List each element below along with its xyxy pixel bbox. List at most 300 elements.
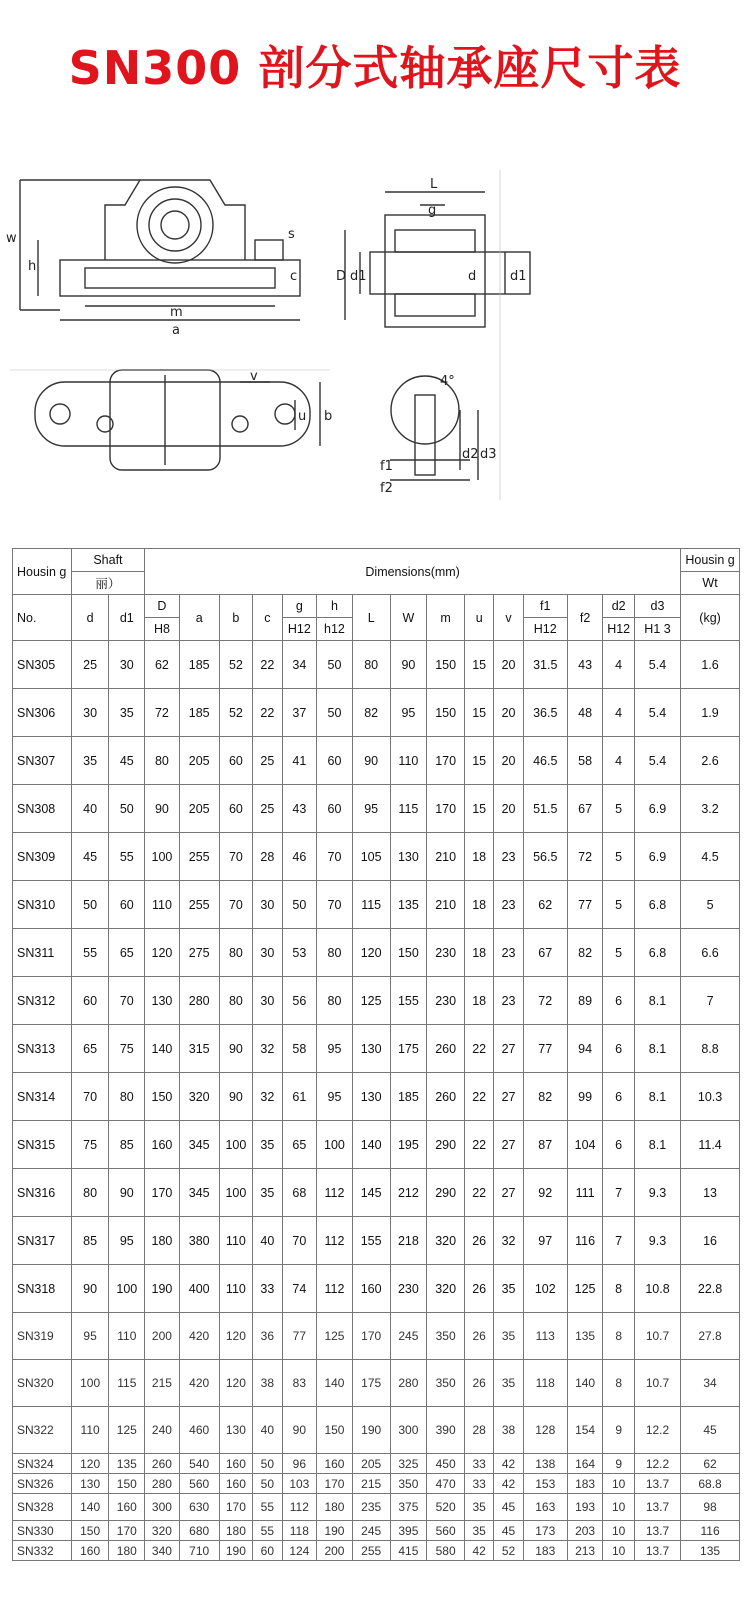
row-value-cell: 27 — [494, 1169, 523, 1217]
row-value-cell: 6.8 — [634, 929, 680, 977]
table-body-upper — [13, 641, 740, 1313]
row-value-cell: 350 — [390, 1474, 427, 1494]
g-tol-header: H12 — [282, 618, 317, 641]
table-row — [13, 641, 740, 689]
shaft-header: Shaft — [71, 549, 144, 572]
row-value-cell: 55 — [109, 833, 145, 881]
row-value-cell: 415 — [390, 1541, 427, 1561]
row-value-cell: 50 — [317, 689, 353, 737]
row-value-cell: 50 — [253, 1454, 282, 1474]
row-value-cell: 56.5 — [523, 833, 567, 881]
row-value-cell: 40 — [253, 1407, 282, 1454]
row-value-cell: 30 — [109, 641, 145, 689]
row-value-cell: 10.7 — [634, 1360, 680, 1407]
row-value-cell: 205 — [179, 785, 219, 833]
row-value-cell: 40 — [71, 785, 109, 833]
row-value-cell: 80 — [219, 977, 253, 1025]
row-value-cell: 43 — [567, 641, 603, 689]
row-value-cell: 41 — [282, 737, 317, 785]
row-value-cell: 90 — [71, 1265, 109, 1313]
row-value-cell: 138 — [523, 1454, 567, 1474]
wt-header: Wt — [681, 572, 740, 595]
row-value-cell: 245 — [390, 1313, 427, 1360]
row-value-cell: 22 — [465, 1121, 494, 1169]
row-value-cell: 10 — [603, 1474, 634, 1494]
row-value-cell: 280 — [179, 977, 219, 1025]
row-value-cell: 120 — [71, 1454, 109, 1474]
table-row — [13, 1025, 740, 1073]
row-value-cell: 125 — [352, 977, 390, 1025]
row-value-cell: 124 — [282, 1541, 317, 1561]
row-value-cell: 95 — [317, 1025, 353, 1073]
row-value-cell: 160 — [219, 1454, 253, 1474]
row-value-cell: 8.1 — [634, 1025, 680, 1073]
row-value-cell: 180 — [317, 1494, 353, 1521]
row-value-cell: 183 — [567, 1474, 603, 1494]
row-value-cell: 140 — [352, 1121, 390, 1169]
row-value-cell: 105 — [352, 833, 390, 881]
row-value-cell: 100 — [71, 1360, 109, 1407]
row-value-cell: 150 — [71, 1521, 109, 1541]
row-value-cell: 175 — [390, 1025, 427, 1073]
row-value-cell: 113 — [523, 1313, 567, 1360]
row-value-cell: 116 — [567, 1217, 603, 1265]
row-value-cell: 10 — [603, 1494, 634, 1521]
row-value-cell: 72 — [567, 833, 603, 881]
row-value-cell: 300 — [145, 1494, 180, 1521]
row-value-cell: 185 — [179, 689, 219, 737]
row-value-cell: 3.2 — [681, 785, 740, 833]
row-value-cell: 180 — [219, 1521, 253, 1541]
row-value-cell: 7 — [603, 1169, 634, 1217]
row-value-cell: 460 — [179, 1407, 219, 1454]
row-value-cell: 30 — [253, 929, 282, 977]
row-value-cell: 15 — [465, 689, 494, 737]
row-value-cell: 74 — [282, 1265, 317, 1313]
row-value-cell: 190 — [352, 1407, 390, 1454]
row-value-cell: 26 — [465, 1265, 494, 1313]
row-value-cell: 50 — [71, 881, 109, 929]
row-value-cell: 13.7 — [634, 1494, 680, 1521]
row-value-cell: 6.9 — [634, 833, 680, 881]
row-value-cell: 70 — [219, 881, 253, 929]
row-value-cell: 20 — [494, 737, 523, 785]
row-value-cell: 160 — [71, 1541, 109, 1561]
row-value-cell: 33 — [465, 1454, 494, 1474]
row-value-cell: 395 — [390, 1521, 427, 1541]
row-value-cell: 125 — [567, 1265, 603, 1313]
row-value-cell: 40 — [253, 1217, 282, 1265]
row-value-cell: 20 — [494, 641, 523, 689]
table-row — [13, 1217, 740, 1265]
svg-text:a: a — [172, 323, 180, 338]
row-value-cell: 80 — [109, 1073, 145, 1121]
row-value-cell: 5.4 — [634, 641, 680, 689]
row-value-cell: 97 — [523, 1217, 567, 1265]
row-value-cell: 130 — [352, 1073, 390, 1121]
row-value-cell: 34 — [681, 1360, 740, 1407]
row-value-cell: 50 — [253, 1474, 282, 1494]
row-value-cell: 80 — [71, 1169, 109, 1217]
bearing-housing-drawing — [0, 170, 750, 530]
row-value-cell: 9.3 — [634, 1169, 680, 1217]
row-value-cell: 230 — [427, 929, 465, 977]
row-model-cell: SN307 — [13, 737, 72, 785]
housing-header: Housin g — [13, 549, 72, 595]
row-value-cell: 85 — [71, 1217, 109, 1265]
row-value-cell: 62 — [523, 881, 567, 929]
row-value-cell: 50 — [282, 881, 317, 929]
svg-text:4°: 4° — [440, 374, 455, 389]
row-value-cell: 50 — [317, 641, 353, 689]
row-value-cell: 36.5 — [523, 689, 567, 737]
row-value-cell: 245 — [352, 1521, 390, 1541]
row-value-cell: 215 — [145, 1360, 180, 1407]
row-value-cell: 470 — [427, 1474, 465, 1494]
row-model-cell: SN315 — [13, 1121, 72, 1169]
row-value-cell: 320 — [145, 1521, 180, 1541]
row-model-cell: SN309 — [13, 833, 72, 881]
row-value-cell: 28 — [465, 1407, 494, 1454]
table-row — [13, 929, 740, 977]
row-value-cell: 104 — [567, 1121, 603, 1169]
row-value-cell: 7 — [681, 977, 740, 1025]
table-row — [13, 1313, 740, 1360]
table-body-lower — [13, 1313, 740, 1561]
row-value-cell: 18 — [465, 833, 494, 881]
row-value-cell: 340 — [145, 1541, 180, 1561]
svg-text:f1: f1 — [380, 459, 393, 474]
row-value-cell: 35 — [465, 1521, 494, 1541]
row-value-cell: 111 — [567, 1169, 603, 1217]
shaft-sub-header: 丽） — [71, 572, 144, 595]
row-value-cell: 80 — [317, 977, 353, 1025]
d-header: d — [71, 595, 109, 641]
housing-wt-header: Housin g — [681, 549, 740, 572]
row-value-cell: 160 — [317, 1454, 353, 1474]
row-value-cell: 255 — [352, 1541, 390, 1561]
row-value-cell: 32 — [253, 1073, 282, 1121]
row-value-cell: 99 — [567, 1073, 603, 1121]
row-value-cell: 350 — [427, 1360, 465, 1407]
row-value-cell: 35 — [494, 1313, 523, 1360]
row-value-cell: 130 — [71, 1474, 109, 1494]
row-value-cell: 18 — [465, 929, 494, 977]
row-value-cell: 175 — [352, 1360, 390, 1407]
row-value-cell: 35 — [465, 1494, 494, 1521]
row-value-cell: 345 — [179, 1121, 219, 1169]
table-row — [13, 1454, 740, 1474]
row-value-cell: 112 — [282, 1494, 317, 1521]
row-value-cell: 75 — [71, 1121, 109, 1169]
row-value-cell: 345 — [179, 1169, 219, 1217]
row-value-cell: 7 — [603, 1217, 634, 1265]
table-row — [13, 1073, 740, 1121]
row-value-cell: 150 — [145, 1073, 180, 1121]
row-model-cell: SN324 — [13, 1454, 72, 1474]
row-model-cell: SN310 — [13, 881, 72, 929]
row-value-cell: 150 — [109, 1474, 145, 1494]
row-value-cell: 32 — [494, 1217, 523, 1265]
row-value-cell: 80 — [219, 929, 253, 977]
svg-text:d1: d1 — [350, 269, 367, 284]
row-value-cell: 215 — [352, 1474, 390, 1494]
svg-text:D: D — [336, 269, 347, 284]
row-value-cell: 110 — [219, 1265, 253, 1313]
row-value-cell: 98 — [681, 1494, 740, 1521]
row-value-cell: 13.7 — [634, 1521, 680, 1541]
row-value-cell: 30 — [253, 977, 282, 1025]
row-value-cell: 150 — [427, 641, 465, 689]
row-value-cell: 75 — [109, 1025, 145, 1073]
row-value-cell: 193 — [567, 1494, 603, 1521]
row-value-cell: 164 — [567, 1454, 603, 1474]
table-row — [13, 1121, 740, 1169]
row-value-cell: 180 — [145, 1217, 180, 1265]
row-value-cell: 33 — [465, 1474, 494, 1494]
row-value-cell: 118 — [523, 1360, 567, 1407]
row-value-cell: 170 — [219, 1494, 253, 1521]
row-value-cell: 130 — [390, 833, 427, 881]
row-value-cell: 90 — [352, 737, 390, 785]
row-value-cell: 140 — [567, 1360, 603, 1407]
row-value-cell: 80 — [352, 641, 390, 689]
row-value-cell: 72 — [523, 977, 567, 1025]
row-value-cell: 420 — [179, 1360, 219, 1407]
row-value-cell: 10.7 — [634, 1313, 680, 1360]
row-value-cell: 213 — [567, 1541, 603, 1561]
row-value-cell: 18 — [465, 977, 494, 1025]
row-value-cell: 153 — [523, 1474, 567, 1494]
row-value-cell: 46 — [282, 833, 317, 881]
table-row — [13, 1494, 740, 1521]
row-value-cell: 4.5 — [681, 833, 740, 881]
table-row — [13, 833, 740, 881]
row-value-cell: 80 — [145, 737, 180, 785]
row-value-cell: 110 — [71, 1407, 109, 1454]
row-value-cell: 32 — [253, 1025, 282, 1073]
h-header: h — [317, 595, 353, 618]
row-value-cell: 135 — [109, 1454, 145, 1474]
row-value-cell: 135 — [390, 881, 427, 929]
row-value-cell: 5.4 — [634, 737, 680, 785]
row-value-cell: 11.4 — [681, 1121, 740, 1169]
row-value-cell: 65 — [71, 1025, 109, 1073]
row-model-cell: SN319 — [13, 1313, 72, 1360]
row-value-cell: 42 — [494, 1454, 523, 1474]
row-value-cell: 170 — [352, 1313, 390, 1360]
svg-text:b: b — [324, 409, 333, 424]
row-value-cell: 13 — [681, 1169, 740, 1217]
row-value-cell: 115 — [352, 881, 390, 929]
row-value-cell: 170 — [109, 1521, 145, 1541]
row-value-cell: 375 — [390, 1494, 427, 1521]
h-tol-header: h12 — [317, 618, 353, 641]
row-value-cell: 18 — [465, 881, 494, 929]
row-value-cell: 163 — [523, 1494, 567, 1521]
row-value-cell: 170 — [145, 1169, 180, 1217]
row-value-cell: 130 — [219, 1407, 253, 1454]
row-value-cell: 52 — [219, 641, 253, 689]
row-model-cell: SN320 — [13, 1360, 72, 1407]
row-value-cell: 23 — [494, 833, 523, 881]
row-value-cell: 34 — [282, 641, 317, 689]
row-value-cell: 60 — [317, 737, 353, 785]
row-value-cell: 135 — [681, 1541, 740, 1561]
d2-tol-header: H12 — [603, 618, 634, 641]
row-value-cell: 90 — [219, 1025, 253, 1073]
d1-header: d1 — [109, 595, 145, 641]
row-value-cell: 53 — [282, 929, 317, 977]
row-value-cell: 230 — [427, 977, 465, 1025]
row-value-cell: 110 — [109, 1313, 145, 1360]
row-model-cell: SN316 — [13, 1169, 72, 1217]
row-value-cell: 4 — [603, 689, 634, 737]
row-value-cell: 82 — [352, 689, 390, 737]
row-value-cell: 23 — [494, 881, 523, 929]
row-value-cell: 116 — [681, 1521, 740, 1541]
row-value-cell: 9 — [603, 1407, 634, 1454]
row-value-cell: 90 — [109, 1169, 145, 1217]
row-value-cell: 112 — [317, 1169, 353, 1217]
row-value-cell: 90 — [282, 1407, 317, 1454]
row-value-cell: 6.9 — [634, 785, 680, 833]
row-value-cell: 27 — [494, 1073, 523, 1121]
row-value-cell: 4 — [603, 737, 634, 785]
row-value-cell: 67 — [523, 929, 567, 977]
row-value-cell: 61 — [282, 1073, 317, 1121]
row-value-cell: 70 — [71, 1073, 109, 1121]
row-value-cell: 8.1 — [634, 1121, 680, 1169]
row-model-cell: SN312 — [13, 977, 72, 1025]
row-value-cell: 420 — [179, 1313, 219, 1360]
row-value-cell: 100 — [219, 1169, 253, 1217]
row-value-cell: 55 — [71, 929, 109, 977]
row-model-cell: SN317 — [13, 1217, 72, 1265]
row-value-cell: 320 — [427, 1217, 465, 1265]
row-value-cell: 90 — [390, 641, 427, 689]
row-value-cell: 205 — [179, 737, 219, 785]
row-value-cell: 55 — [253, 1494, 282, 1521]
row-value-cell: 8.8 — [681, 1025, 740, 1073]
row-model-cell: SN314 — [13, 1073, 72, 1121]
d3-header: d3 — [634, 595, 680, 618]
row-value-cell: 290 — [427, 1121, 465, 1169]
row-value-cell: 15 — [465, 785, 494, 833]
row-value-cell: 120 — [219, 1313, 253, 1360]
row-value-cell: 13.7 — [634, 1541, 680, 1561]
a-header: a — [179, 595, 219, 641]
dimensions-header: Dimensions(mm) — [145, 549, 681, 595]
row-value-cell: 280 — [390, 1360, 427, 1407]
row-value-cell: 35 — [494, 1360, 523, 1407]
row-value-cell: 16 — [681, 1217, 740, 1265]
m-header: m — [427, 595, 465, 641]
row-value-cell: 68.8 — [681, 1474, 740, 1494]
table-row — [13, 1541, 740, 1561]
row-value-cell: 173 — [523, 1521, 567, 1541]
row-value-cell: 180 — [109, 1541, 145, 1561]
row-value-cell: 260 — [427, 1073, 465, 1121]
u-header: u — [465, 595, 494, 641]
row-value-cell: 90 — [219, 1073, 253, 1121]
row-value-cell: 150 — [317, 1407, 353, 1454]
table-row — [13, 1521, 740, 1541]
row-value-cell: 255 — [179, 881, 219, 929]
row-value-cell: 190 — [219, 1541, 253, 1561]
d2-header: d2 — [603, 595, 634, 618]
row-value-cell: 77 — [523, 1025, 567, 1073]
svg-text:L: L — [430, 177, 438, 192]
row-value-cell: 82 — [567, 929, 603, 977]
row-value-cell: 12.2 — [634, 1454, 680, 1474]
row-value-cell: 22 — [465, 1169, 494, 1217]
row-value-cell: 56 — [282, 977, 317, 1025]
row-value-cell: 6 — [603, 1121, 634, 1169]
row-value-cell: 300 — [390, 1407, 427, 1454]
row-value-cell: 38 — [494, 1407, 523, 1454]
row-value-cell: 60 — [219, 785, 253, 833]
row-value-cell: 195 — [390, 1121, 427, 1169]
row-value-cell: 160 — [109, 1494, 145, 1521]
row-value-cell: 210 — [427, 881, 465, 929]
row-value-cell: 5 — [603, 833, 634, 881]
table-row — [13, 1169, 740, 1217]
row-value-cell: 6 — [603, 977, 634, 1025]
row-value-cell: 380 — [179, 1217, 219, 1265]
row-value-cell: 25 — [71, 641, 109, 689]
row-value-cell: 89 — [567, 977, 603, 1025]
row-value-cell: 130 — [352, 1025, 390, 1073]
row-value-cell: 315 — [179, 1025, 219, 1073]
d3-tol-header: H1 3 — [634, 618, 680, 641]
row-value-cell: 560 — [179, 1474, 219, 1494]
row-value-cell: 170 — [427, 785, 465, 833]
row-value-cell: 185 — [390, 1073, 427, 1121]
table-row — [13, 689, 740, 737]
row-value-cell: 5 — [603, 929, 634, 977]
row-value-cell: 118 — [282, 1521, 317, 1541]
row-value-cell: 26 — [465, 1217, 494, 1265]
row-value-cell: 255 — [179, 833, 219, 881]
row-model-cell: SN318 — [13, 1265, 72, 1313]
b-header: b — [219, 595, 253, 641]
svg-text:v: v — [250, 369, 258, 384]
row-value-cell: 45 — [494, 1494, 523, 1521]
row-value-cell: 23 — [494, 977, 523, 1025]
row-value-cell: 150 — [390, 929, 427, 977]
row-value-cell: 60 — [71, 977, 109, 1025]
row-value-cell: 22 — [465, 1025, 494, 1073]
row-value-cell: 155 — [390, 977, 427, 1025]
no-header: No. — [13, 595, 72, 641]
row-value-cell: 145 — [352, 1169, 390, 1217]
svg-text:w: w — [6, 231, 17, 246]
row-value-cell: 520 — [427, 1494, 465, 1521]
row-value-cell: 150 — [427, 689, 465, 737]
row-value-cell: 120 — [145, 929, 180, 977]
page-title: SN300 剖分式轴承座尺寸表 — [68, 41, 682, 95]
row-value-cell: 140 — [71, 1494, 109, 1521]
row-value-cell: 8 — [603, 1265, 634, 1313]
row-value-cell: 120 — [352, 929, 390, 977]
row-value-cell: 450 — [427, 1454, 465, 1474]
row-value-cell: 110 — [219, 1217, 253, 1265]
row-value-cell: 70 — [282, 1217, 317, 1265]
row-value-cell: 110 — [145, 881, 180, 929]
table-row — [13, 1265, 740, 1313]
row-value-cell: 95 — [71, 1313, 109, 1360]
